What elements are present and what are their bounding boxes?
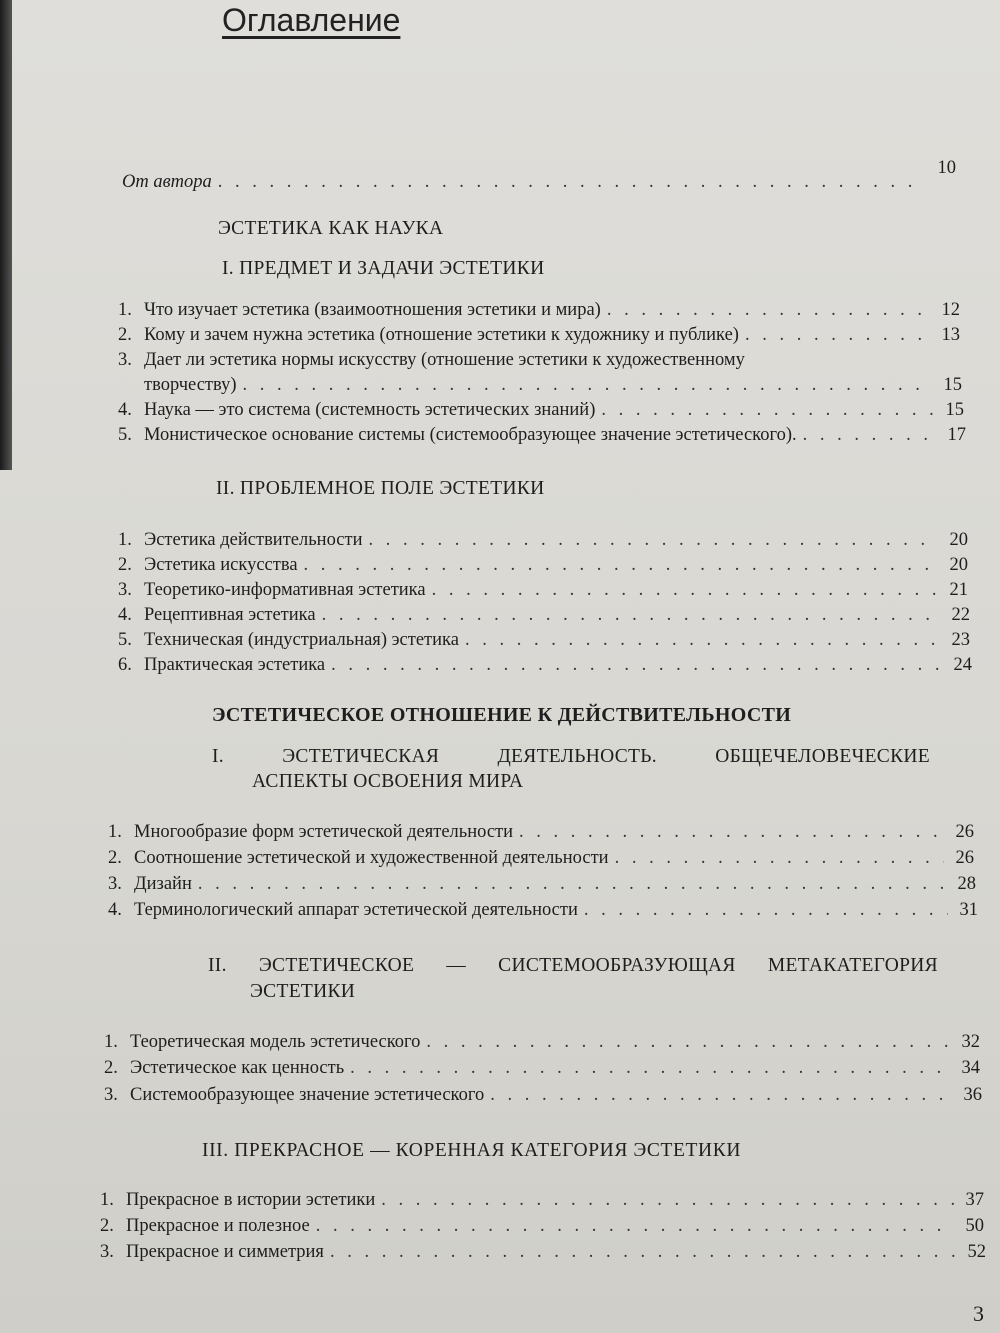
chapter-heading-aesthetic-activity: I. ЭСТЕТИЧЕСКАЯ ДЕЯТЕЛЬНОСТЬ. ОБЩЕЧЕЛОВЕЧЕСКИЕ — [212, 746, 930, 767]
toc-entry — [118, 348, 960, 372]
toc-entry-num: 5. — [118, 630, 132, 650]
toc-entry — [118, 298, 960, 322]
chapter-heading-beautiful: III. ПРЕКРАСНОЕ — КОРЕННАЯ КАТЕГОРИЯ ЭСТЕТИКИ — [202, 1140, 742, 1161]
toc-entry — [118, 528, 968, 552]
toc-entry-page: 36 — [963, 1085, 982, 1105]
toc-entry-num: 6. — [118, 655, 132, 675]
toc-entry-num: 3. — [104, 1085, 118, 1105]
toc-entry-num: 4. — [108, 900, 122, 920]
toc-entry-text: Многообразие форм эстетической деятельности — [134, 822, 514, 842]
toc-entry-page: 26 — [955, 848, 974, 868]
toc-entry-num: 1. — [118, 530, 132, 550]
toc-entry-page: 24 — [953, 655, 972, 675]
toc-entry — [108, 846, 974, 870]
toc-entry-text: Что изучает эстетика (взаимоотношения эстетики и мира) — [144, 300, 601, 320]
toc-entry-text: Монистическое основание системы (системообразующее значение эстетического). — [144, 425, 797, 445]
toc-entry-page: 31 — [959, 900, 978, 920]
toc-entry-text: Дизайн — [134, 874, 192, 894]
toc-entry-page: 32 — [961, 1032, 980, 1052]
toc-entry-author-note — [122, 158, 956, 194]
toc-entry-page: 50 — [965, 1216, 984, 1236]
dot-leader — [218, 170, 926, 194]
toc-entry-num: 2. — [104, 1058, 118, 1078]
dot-leader — [381, 1188, 954, 1212]
toc-entry-page: 52 — [967, 1242, 986, 1262]
part-heading-aesthetic-attitude: ЭСТЕТИЧЕСКОЕ ОТНОШЕНИЕ К ДЕЙСТВИТЕЛЬНОСТИ — [212, 704, 792, 726]
dot-leader — [350, 1056, 950, 1080]
toc-entry-page: 10 — [937, 158, 956, 178]
toc-entry-num: 1. — [104, 1032, 118, 1052]
dot-leader — [745, 323, 930, 347]
toc-entry-page: 28 — [957, 874, 976, 894]
toc-entry-page: 20 — [949, 555, 968, 575]
toc-entry — [100, 1214, 984, 1238]
dot-leader — [519, 820, 944, 844]
toc-entry-num: 1. — [100, 1190, 114, 1210]
toc-entry-num: 3. — [118, 350, 132, 370]
toc-entry — [108, 820, 974, 844]
toc-entry-page: 15 — [943, 375, 962, 395]
page-number: 3 — [973, 1301, 984, 1326]
toc-entry — [104, 1056, 980, 1080]
toc-entry-text: Практическая эстетика — [144, 655, 326, 675]
toc-entry-continuation — [144, 373, 962, 397]
dot-leader — [607, 298, 930, 322]
dot-leader — [316, 1214, 954, 1238]
toc-entry-text: Прекрасное и симметрия — [126, 1242, 324, 1262]
chapter-heading-aesthetic-metacategory-line2: ЭСТЕТИКИ — [250, 981, 356, 1002]
toc-entry-num: 1. — [118, 300, 132, 320]
toc-entry-text: творчеству) — [144, 375, 237, 395]
page-edge-shadow — [0, 0, 12, 470]
toc-entry-text: Эстетика действительности — [144, 530, 363, 550]
dot-leader — [490, 1083, 952, 1107]
toc-entry-page: 15 — [945, 400, 964, 420]
dot-leader — [330, 1240, 956, 1264]
toc-entry-page: 12 — [941, 300, 960, 320]
toc-entry-text: Наука — это система (системность эстетических знаний) — [144, 400, 596, 420]
toc-entry — [108, 898, 978, 922]
toc-entry — [100, 1188, 984, 1212]
toc-entry-num: 1. — [108, 822, 122, 842]
toc-entry-num: 3. — [100, 1242, 114, 1262]
toc-entry-page: 26 — [955, 822, 974, 842]
toc-entry — [118, 578, 968, 602]
dot-leader — [803, 423, 936, 447]
toc-entry-text: Дает ли эстетика нормы искусству (отношение эстетики к художественному — [144, 350, 745, 370]
chapter-heading-subject: I. ПРЕДМЕТ И ЗАДАЧИ ЭСТЕТИКИ — [222, 258, 545, 279]
toc-entry-text: Системообразующее значение эстетического — [130, 1085, 485, 1105]
toc-entry-num: 2. — [118, 325, 132, 345]
toc-entry-num: 4. — [118, 400, 132, 420]
chapter-heading-aesthetic-metacategory: II. ЭСТЕТИЧЕСКОЕ — СИСТЕМООБРАЗУЮЩАЯ МЕТАКАТЕГОРИЯ — [208, 955, 938, 976]
toc-entry — [118, 653, 972, 677]
toc-entry-text: Теоретико-информативная эстетика — [144, 580, 426, 600]
toc-entry-text: Эстетика искусства — [144, 555, 298, 575]
toc-entry-page: 37 — [965, 1190, 984, 1210]
toc-entry — [118, 628, 970, 652]
toc-entry-num: 2. — [118, 555, 132, 575]
toc-entry — [104, 1030, 980, 1054]
toc-entry-text: Прекрасное в истории эстетики — [126, 1190, 376, 1210]
dot-leader — [331, 653, 942, 677]
page-title: Оглавление — [222, 2, 401, 38]
toc-entry-num: 5. — [118, 425, 132, 445]
toc-entry-text: Терминологический аппарат эстетической деятельности — [134, 900, 578, 920]
toc-entry-page: 22 — [951, 605, 970, 625]
toc-entry-text: Соотношение эстетической и художественной деятельности — [134, 848, 609, 868]
toc-entry — [100, 1240, 986, 1264]
toc-entry-text: Техническая (индустриальная) эстетика — [144, 630, 459, 650]
toc-entry — [118, 398, 964, 422]
toc-entry-page: 23 — [951, 630, 970, 650]
dot-leader — [426, 1030, 950, 1054]
dot-leader — [465, 628, 940, 652]
toc-entry-page: 13 — [941, 325, 960, 345]
toc-entry-text: Кому и зачем нужна эстетика (отношение эстетики к художнику и публике) — [144, 325, 739, 345]
toc-entry — [118, 323, 960, 347]
toc-entry — [108, 872, 976, 896]
toc-entry-text: От автора — [122, 172, 212, 192]
toc-entry-page: 34 — [961, 1058, 980, 1078]
toc-entry-num: 3. — [118, 580, 132, 600]
toc-entry-num: 3. — [108, 874, 122, 894]
dot-leader — [432, 578, 938, 602]
part-heading-aesthetics-as-science: ЭСТЕТИКА КАК НАУКА — [218, 218, 444, 239]
toc-entry-page: 21 — [949, 580, 968, 600]
chapter-heading-problem-field: II. ПРОБЛЕМНОЕ ПОЛЕ ЭСТЕТИКИ — [216, 478, 545, 499]
toc-entry-text: Рецептивная эстетика — [144, 605, 316, 625]
dot-leader — [601, 398, 934, 422]
toc-entry-text: Прекрасное и полезное — [126, 1216, 310, 1236]
toc-entry-text: Эстетическое как ценность — [130, 1058, 345, 1078]
toc-entry — [104, 1083, 982, 1107]
chapter-heading-aesthetic-activity-line2: АСПЕКТЫ ОСВОЕНИЯ МИРА — [252, 771, 524, 792]
dot-leader — [304, 553, 938, 577]
toc-entry-num: 2. — [108, 848, 122, 868]
dot-leader — [584, 898, 948, 922]
toc-entry-num: 4. — [118, 605, 132, 625]
dot-leader — [198, 872, 946, 896]
toc-entry-num: 2. — [100, 1216, 114, 1236]
toc-entry — [118, 603, 970, 627]
dot-leader — [322, 603, 940, 627]
toc-entry-text: Теоретическая модель эстетического — [130, 1032, 421, 1052]
dot-leader — [368, 528, 938, 552]
dot-leader — [243, 373, 932, 397]
toc-entry-page: 17 — [947, 425, 966, 445]
toc-entry-page: 20 — [949, 530, 968, 550]
dot-leader — [615, 846, 944, 870]
toc-entry — [118, 423, 966, 447]
toc-entry — [118, 553, 968, 577]
